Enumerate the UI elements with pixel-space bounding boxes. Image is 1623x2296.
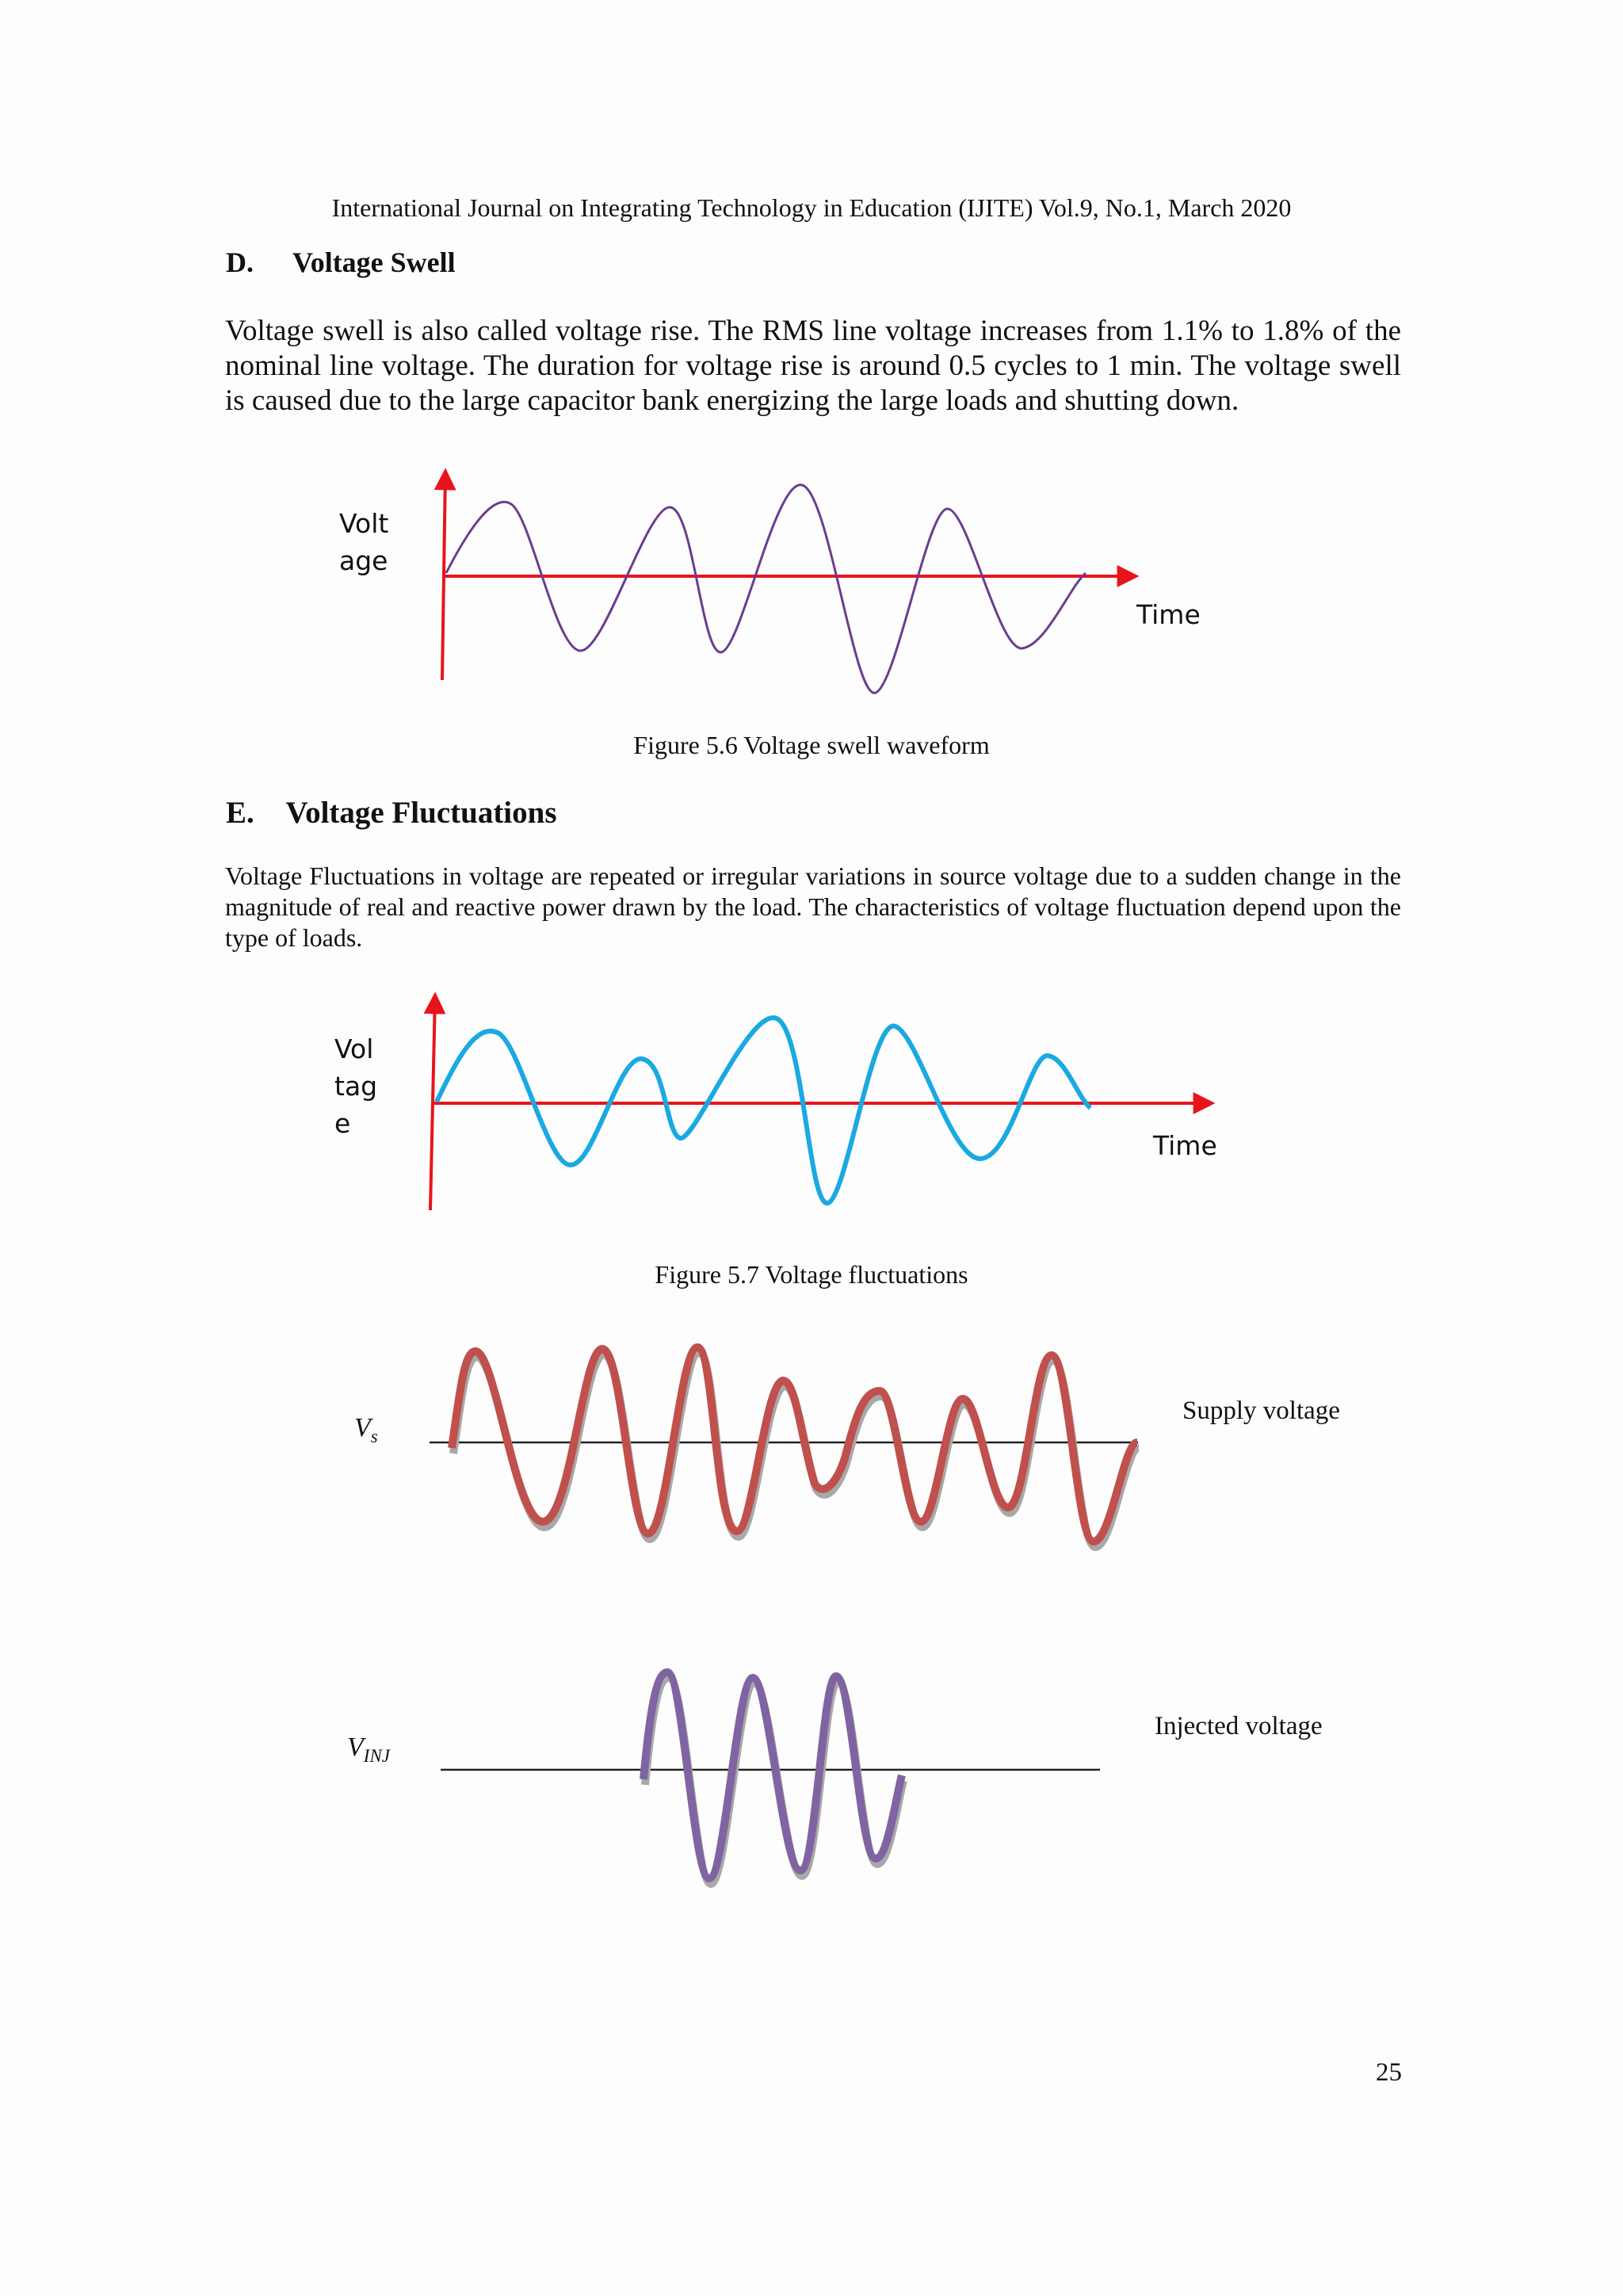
- fig57-ylabel-line2: tag: [334, 1071, 378, 1102]
- section-d-label: D.: [226, 246, 254, 278]
- supply-symbol-letter: V: [354, 1413, 371, 1442]
- journal-header: International Journal on Integrating Technology in Education (IJITE) Vol.9, No.1, March 2020: [331, 193, 1292, 222]
- section-d-title: Voltage Swell: [292, 246, 456, 278]
- page-number: 25: [1376, 2058, 1402, 2087]
- supply-voltage-figure: [430, 1347, 1139, 1547]
- fig56-waveform: [446, 485, 1086, 693]
- injected-label: Injected voltage: [1155, 1712, 1323, 1740]
- section-d-paragraph: Voltage swell is also called voltage rise. The RMS line voltage increases from 1.1% to 1.8% of the nominal line voltage. The duration for voltage rise is around 0.5 cycles to 1 min. The voltage swell is caused due to the large capacitor bank energizing the large loads and shutting down.: [225, 315, 1401, 417]
- section-e-title: Voltage Fluctuations: [285, 796, 557, 830]
- fig56-ylabel-line2: age: [339, 545, 388, 576]
- supply-symbol-sub: s: [370, 1426, 378, 1446]
- fig56-xlabel: Time: [1136, 599, 1201, 630]
- injected-symbol-sub: INJ: [363, 1745, 390, 1766]
- section-e-label: E.: [226, 796, 254, 830]
- fig57-caption: Figure 5.7 Voltage fluctuations: [655, 1260, 968, 1289]
- injected-voltage-figure: [441, 1672, 1100, 1884]
- supply-label: Supply voltage: [1182, 1396, 1340, 1425]
- section-e-paragraph: Voltage Fluctuations in voltage are repeated or irregular variations in source voltage due to a sudden change in the magnitude of real and reactive power drawn by the load. The characteristics of voltage fluctuation depend upon the type of loads.: [225, 861, 1401, 952]
- figure-5-7: [430, 996, 1211, 1210]
- fig57-waveform: [437, 1018, 1090, 1203]
- fig56-ylabel-line1: Volt: [339, 508, 389, 539]
- injected-symbol-letter: V: [347, 1733, 364, 1762]
- fig57-ylabel-line3: e: [334, 1108, 351, 1139]
- fig57-xlabel: Time: [1153, 1130, 1217, 1161]
- fig57-ylabel-line1: Vol: [334, 1033, 374, 1064]
- figure-5-6: [442, 472, 1135, 693]
- fig56-caption: Figure 5.6 Voltage swell waveform: [633, 731, 990, 759]
